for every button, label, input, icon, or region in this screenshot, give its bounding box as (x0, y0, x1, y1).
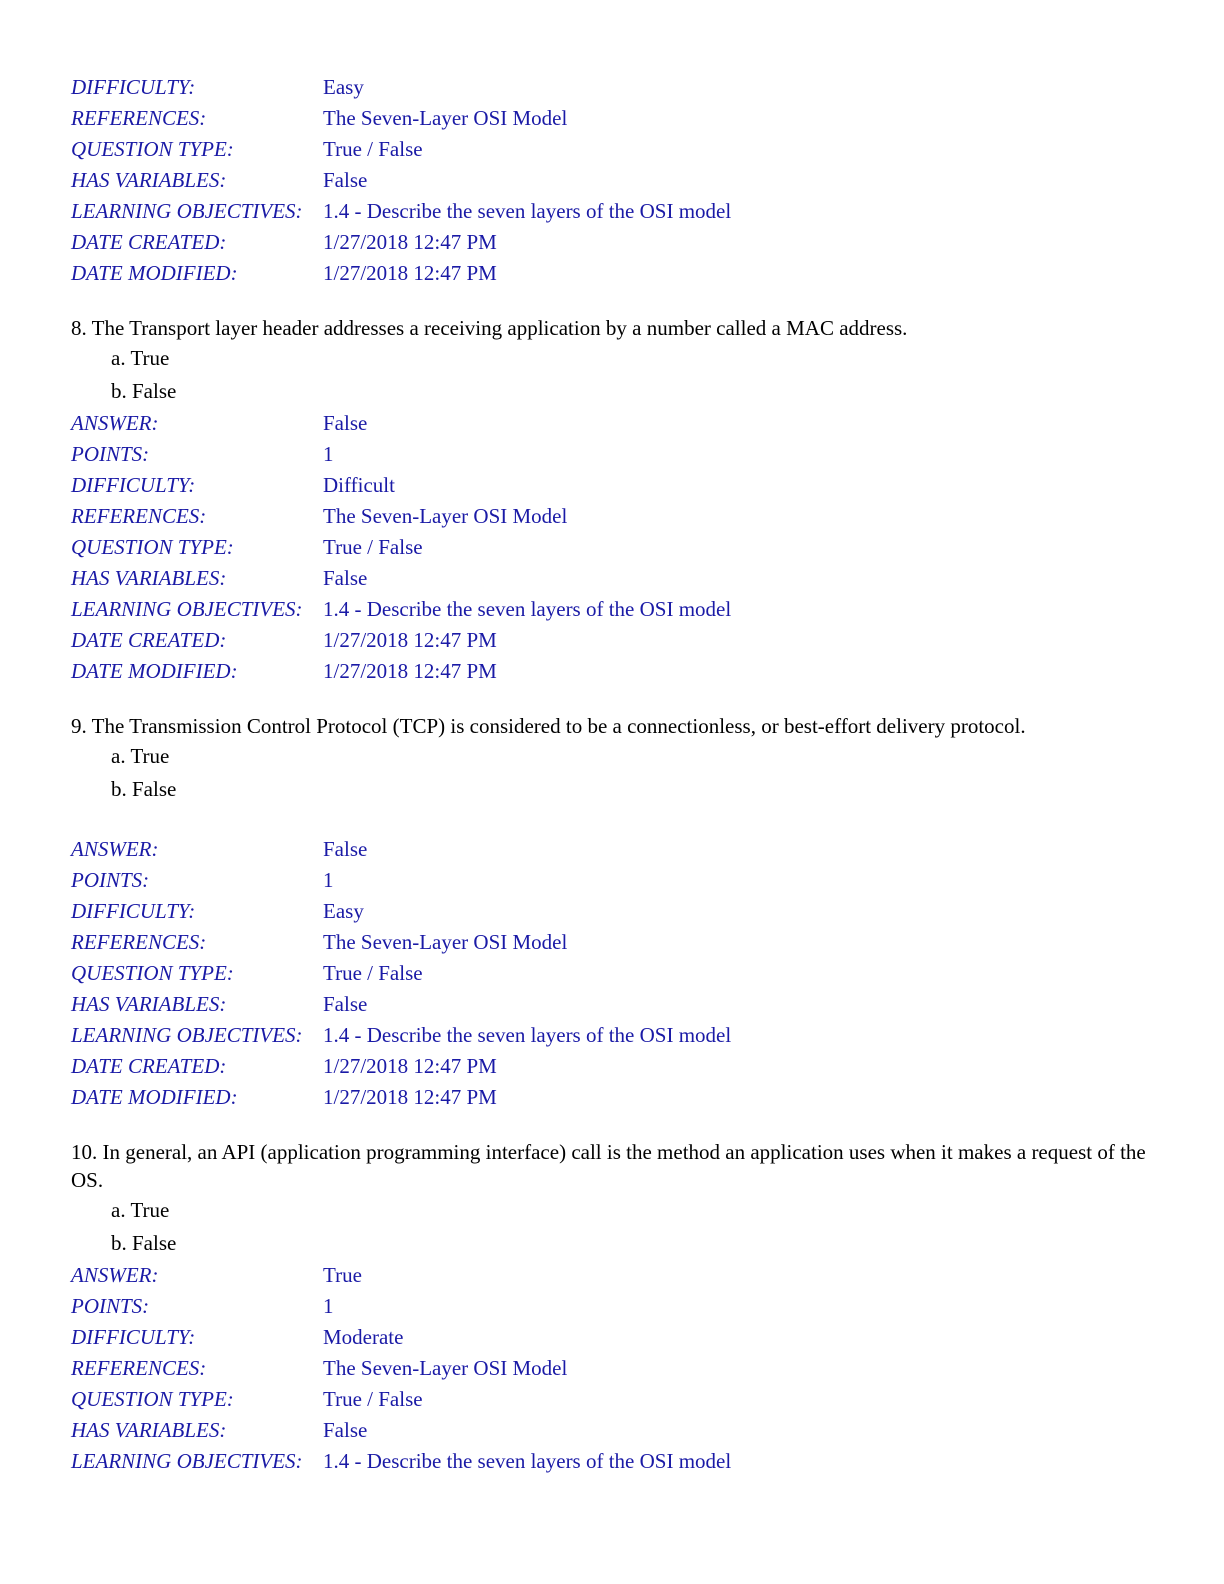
meta-label: LEARNING OBJECTIVES: (71, 1023, 303, 1047)
meta-label: DATE CREATED: (71, 1054, 227, 1078)
meta-label: REFERENCES: (71, 106, 207, 130)
meta-value: 1/27/2018 12:47 PM (323, 230, 497, 254)
question-text: 10. In general, an API (application programming interface) call is the method an application uses when it makes a request of the OS. (71, 1140, 1146, 1192)
meta-label: LEARNING OBJECTIVES: (71, 1449, 303, 1473)
meta-label: ANSWER: (71, 1263, 159, 1287)
meta-label: DATE CREATED: (71, 628, 227, 652)
meta-label: DIFFICULTY: (71, 1325, 196, 1349)
meta-label: POINTS: (71, 1294, 150, 1318)
meta-label: HAS VARIABLES: (71, 168, 227, 192)
question-text: 8. The Transport layer header addresses a receiving application by a number called a MAC address. (71, 316, 908, 340)
meta-value: False (323, 992, 368, 1016)
meta-label: HAS VARIABLES: (71, 566, 227, 590)
meta-value: 1/27/2018 12:47 PM (323, 1054, 497, 1078)
question-10 (71, 1138, 1151, 1260)
meta-value: 1 (323, 442, 334, 466)
meta-value: 1/27/2018 12:47 PM (323, 628, 497, 652)
meta-value: True (323, 1263, 362, 1287)
meta-value: 1 (323, 1294, 334, 1318)
question-text: 9. The Transmission Control Protocol (TCP) is considered to be a connectionless, or best-effort delivery protocol. (71, 714, 1026, 738)
meta-label: DATE MODIFIED: (71, 1085, 238, 1109)
question-8 (71, 314, 1151, 408)
meta-value: 1/27/2018 12:47 PM (323, 261, 497, 285)
meta-label: REFERENCES: (71, 1356, 207, 1380)
meta-value: False (323, 168, 368, 192)
meta-value: 1.4 - Describe the seven layers of the OSI model (323, 199, 732, 223)
meta-value: The Seven-Layer OSI Model (323, 930, 568, 954)
meta-label: DIFFICULTY: (71, 473, 196, 497)
meta-value: The Seven-Layer OSI Model (323, 504, 568, 528)
meta-value: True / False (323, 535, 423, 559)
meta-value: 1/27/2018 12:47 PM (323, 1085, 497, 1109)
meta-label: QUESTION TYPE: (71, 137, 234, 161)
meta-label: ANSWER: (71, 411, 159, 435)
meta-label: HAS VARIABLES: (71, 992, 227, 1016)
option-true: a. True (111, 1198, 170, 1222)
meta-value: Easy (323, 75, 364, 99)
meta-label: QUESTION TYPE: (71, 1387, 234, 1411)
meta-value: False (323, 1418, 368, 1442)
option-true: a. True (111, 744, 170, 768)
meta-value: False (323, 411, 368, 435)
meta-value: True / False (323, 961, 423, 985)
meta-value: 1.4 - Describe the seven layers of the OSI model (323, 597, 732, 621)
meta-label: QUESTION TYPE: (71, 961, 234, 985)
meta-value: The Seven-Layer OSI Model (323, 1356, 568, 1380)
meta-label: LEARNING OBJECTIVES: (71, 199, 303, 223)
meta-label: REFERENCES: (71, 504, 207, 528)
meta-value: The Seven-Layer OSI Model (323, 106, 568, 130)
meta-value: False (323, 837, 368, 861)
meta-value: 1 (323, 868, 334, 892)
meta-label: HAS VARIABLES: (71, 1418, 227, 1442)
meta-value: True / False (323, 137, 423, 161)
meta-label: DIFFICULTY: (71, 75, 196, 99)
meta-label: POINTS: (71, 868, 150, 892)
meta-value: Easy (323, 899, 364, 923)
meta-label: DATE CREATED: (71, 230, 227, 254)
option-false: b. False (111, 777, 177, 801)
option-true: a. True (111, 346, 170, 370)
meta-value: Moderate (323, 1325, 404, 1349)
option-false: b. False (111, 1231, 177, 1255)
meta-value: 1.4 - Describe the seven layers of the OSI model (323, 1023, 732, 1047)
meta-value: 1.4 - Describe the seven layers of the OSI model (323, 1449, 732, 1473)
meta-label: POINTS: (71, 442, 150, 466)
question-9 (71, 712, 1151, 806)
meta-label: DATE MODIFIED: (71, 659, 238, 683)
meta-label: ANSWER: (71, 837, 159, 861)
meta-label: REFERENCES: (71, 930, 207, 954)
meta-label: QUESTION TYPE: (71, 535, 234, 559)
meta-label: DIFFICULTY: (71, 899, 196, 923)
meta-value: False (323, 566, 368, 590)
meta-value: 1/27/2018 12:47 PM (323, 659, 497, 683)
meta-label: LEARNING OBJECTIVES: (71, 597, 303, 621)
meta-value: True / False (323, 1387, 423, 1411)
option-false: b. False (111, 379, 177, 403)
meta-value: Difficult (323, 473, 395, 497)
meta-label: DATE MODIFIED: (71, 261, 238, 285)
